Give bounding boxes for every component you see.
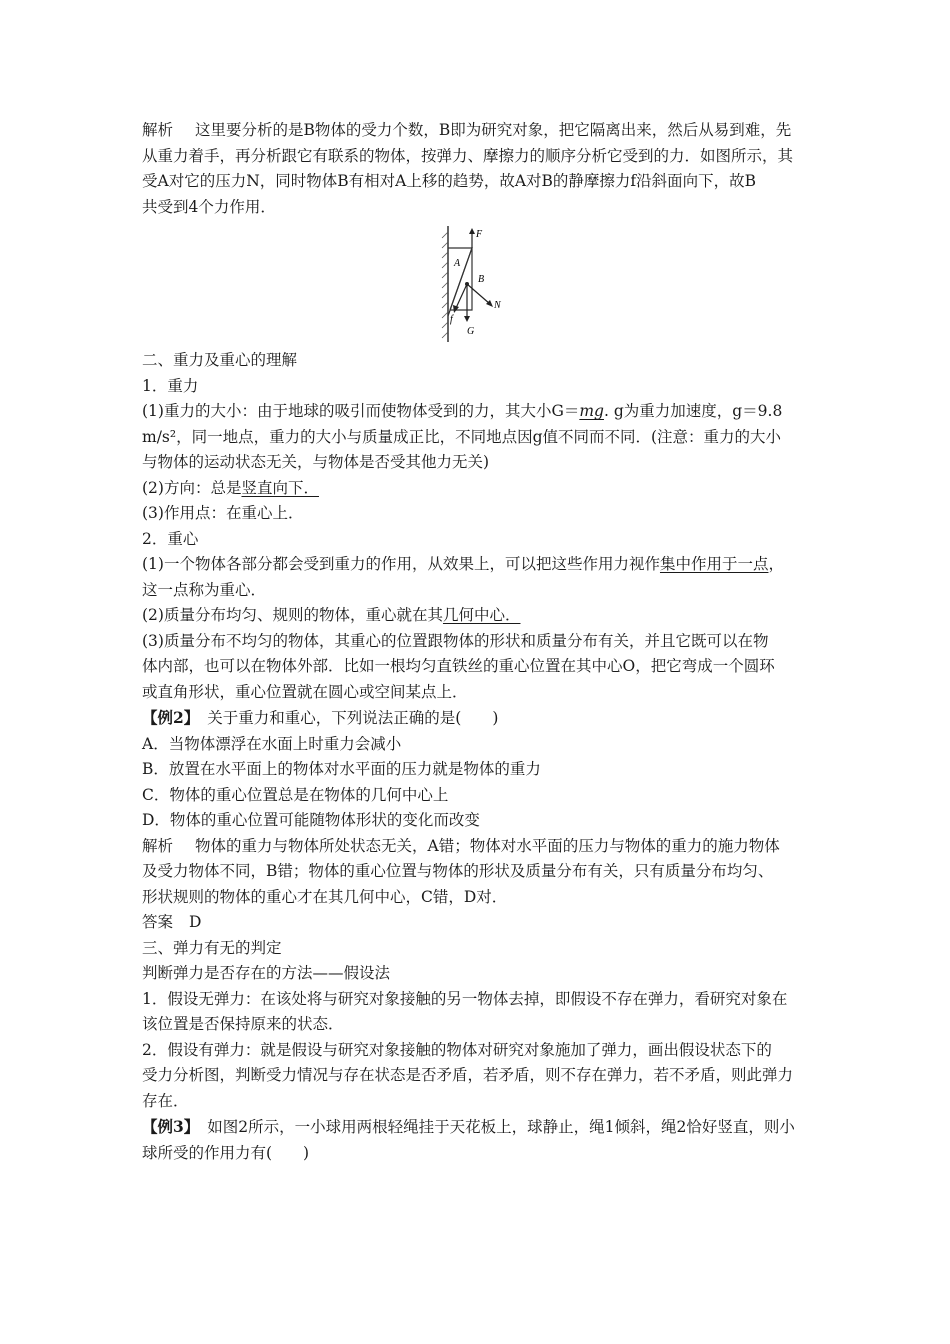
- mg-underlined: mg: [579, 402, 604, 420]
- method-1-line-1: 1．假设无弹力：在该处将与研究对象接触的另一物体去掉，即假设不存在弹力，看研究对象在: [142, 989, 788, 1008]
- example-3-tag: 【例3】: [142, 1117, 200, 1136]
- example-3-question-2: 球所受的作用力有( ): [142, 1143, 310, 1162]
- method-2-line-3: 存在．: [142, 1091, 189, 1110]
- geometric-center-underlined: 几何中心．: [442, 606, 521, 624]
- method-2-line-2: 受力分析图，判断受力情况与存在状态是否矛盾，若矛盾，则不存在弹力，若不矛盾，则此弹力: [142, 1066, 794, 1084]
- label-f-upper: F: [476, 229, 483, 240]
- section-2-heading: 二、重力及重心的理解: [142, 351, 298, 369]
- section-3-method: 判断弹力是否存在的方法——假设法: [142, 964, 391, 982]
- item-2-title: 2．重心: [142, 529, 199, 548]
- example-2-answer: 答案 D: [142, 913, 202, 931]
- option-b: B．放置在水平面上的物体对水平面的压力就是物体的重力: [142, 760, 541, 778]
- analysis-label: 解析: [142, 121, 174, 139]
- example-2-tag: 【例2】: [142, 708, 200, 727]
- item-1-title: 1．重力: [142, 376, 199, 395]
- analysis-line-1: 解析 这里要分析的是B物体的受力个数，B即为研究对象，把它隔离出来，然后从易到难，先: [142, 121, 792, 139]
- analysis-line-2: 从重力着手，再分析跟它有联系的物体，按弹力、摩擦力的顺序分析它受到的力．如图所示，其: [142, 146, 794, 165]
- center-line-1: (1)一个物体各部分都会受到重力的作用，从效果上，可以把这些作用力视作集中作用于一点，: [142, 555, 784, 573]
- analysis-line-4: 共受到4个力作用．: [142, 197, 276, 216]
- option-d: D．物体的重心位置可能随物体形状的变化而改变: [142, 811, 480, 829]
- method-2-line-1: 2．假设有弹力：就是假设与研究对象接触的物体对研究对象施加了弹力，画出假设状态下的: [142, 1040, 772, 1059]
- section-3-heading: 三、弹力有无的判定: [142, 938, 282, 957]
- center-line-4: (3)质量分布不均匀的物体，其重心的位置跟物体的形状和质量分布有关，并且它既可以在物: [142, 631, 769, 650]
- gravity-magnitude-line-2: m/s²，同一地点，重力的大小与质量成正比，不同地点因g值不同而不同．(注意：重力的大小: [142, 427, 782, 446]
- document-page: [142, 118, 818, 1166]
- label-f-lower: f: [450, 314, 453, 325]
- center-line-5: 体内部，也可以在物体外部．比如一根均匀直铁丝的重心位置在其中心O，把它弯成一个圆环: [142, 657, 775, 675]
- center-line-2: 这一点称为重心．: [142, 580, 267, 599]
- gravity-magnitude-line-1: (1)重力的大小：由于地球的吸引而使物体受到的力，其大小G＝mg. g为重力加速度，g＝9.8: [142, 402, 783, 420]
- analysis-line-3: 受A对它的压力N，同时物体B有相对A上移的趋势，故A对B的静摩擦力f沿斜面向下，故B: [142, 172, 757, 190]
- example-2-analysis-1: 解析 物体的重力与物体所处状态无关，A错；物体对水平面的压力与物体的重力的施力物体: [142, 836, 780, 855]
- center-line-6: 或直角形状，重心位置就在圆心或空间某点上．: [142, 682, 468, 701]
- label-b: B: [478, 274, 485, 285]
- force-diagram-svg: [434, 224, 524, 344]
- gravity-direction: (2)方向：总是竖直向下．: [142, 478, 319, 497]
- example-3-question-1: 【例3】 如图2所示，一小球用两根轻绳挂于天花板上，球静止，绳1倾斜，绳2恰好竖直，则小: [142, 1117, 795, 1136]
- option-c: C．物体的重心位置总是在物体的几何中心上: [142, 785, 449, 804]
- center-line-3: (2)质量分布均匀、规则的物体，重心就在其几何中心．: [142, 606, 521, 624]
- example-2-analysis-2: 及受力物体不同，B错；物体的重心位置与物体的形状及质量分布有关，只有质量分布均匀、: [142, 862, 774, 880]
- example-2-question: 【例2】 关于重力和重心，下列说法正确的是( ): [142, 708, 499, 727]
- label-n: N: [494, 300, 501, 311]
- gravity-point: (3)作用点：在重心上．: [142, 504, 304, 522]
- gravity-magnitude-line-3: 与物体的运动状态无关，与物体是否受其他力无关): [142, 453, 490, 471]
- option-a: A．当物体漂浮在水面上时重力会减小: [142, 734, 402, 753]
- method-1-line-2: 该位置是否保持原来的状态．: [142, 1015, 344, 1033]
- force-diagram: [142, 224, 818, 346]
- label-g: G: [467, 326, 475, 337]
- concentrated-underlined: 集中作用于一点: [659, 555, 769, 573]
- example-2-analysis-3: 形状规则的物体的重心才在其几何中心，C错，D对．: [142, 887, 508, 906]
- direction-underlined: 竖直向下．: [241, 478, 319, 497]
- label-a: A: [454, 258, 461, 269]
